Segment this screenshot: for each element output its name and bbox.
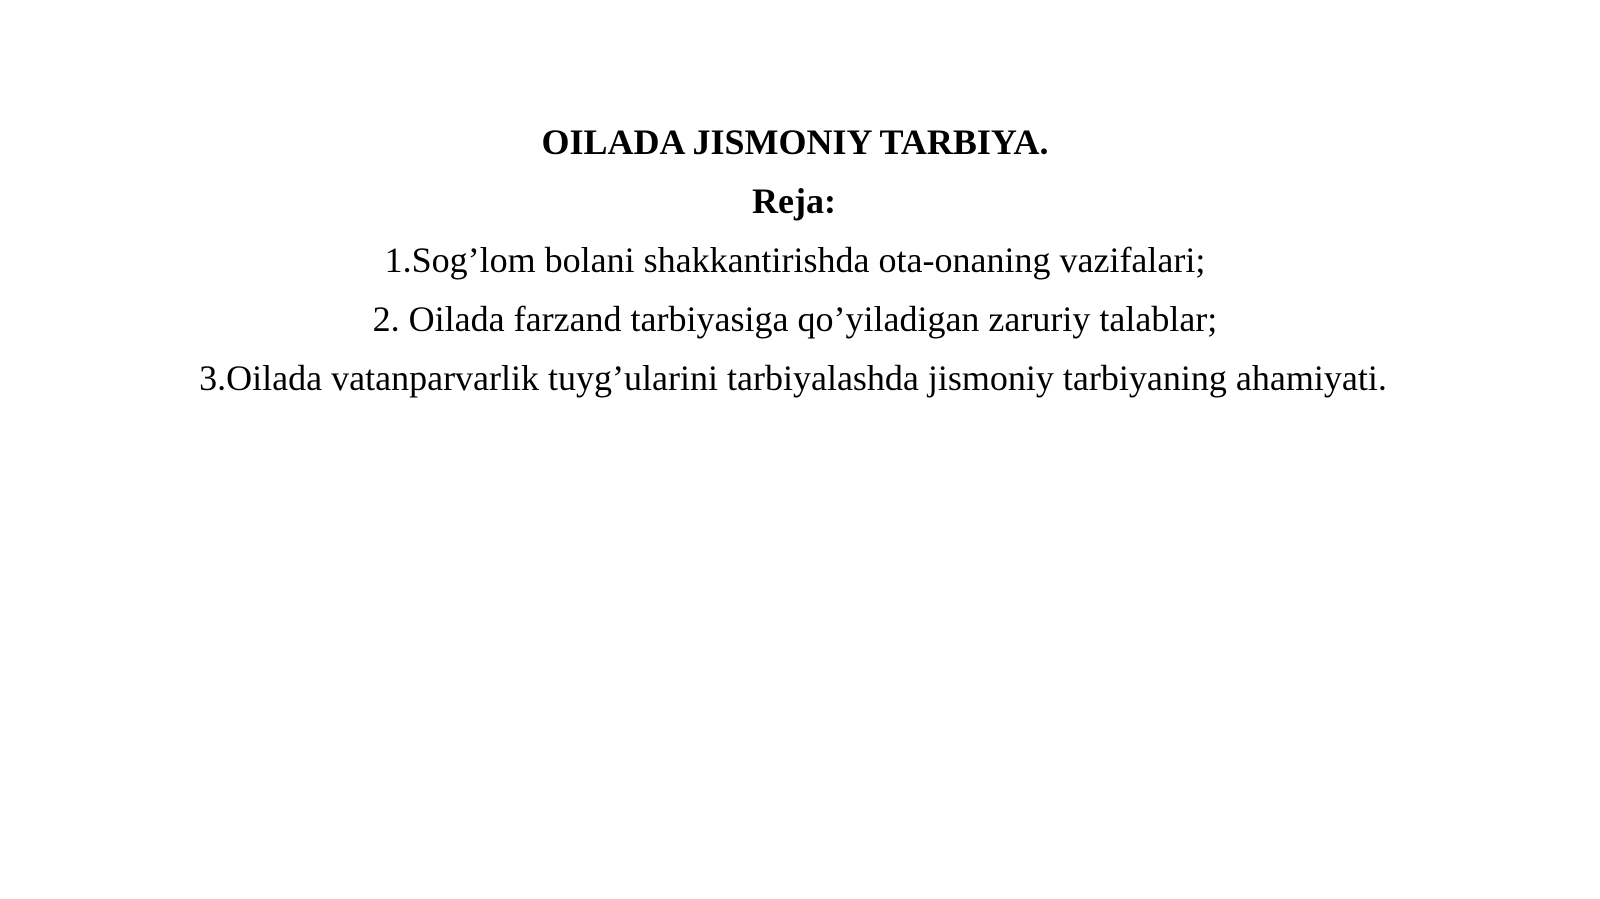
plan-heading: Reja: — [752, 181, 836, 221]
slide-content — [0, 113, 1600, 408]
document-title: OILADA JISMONIY TARBIYA. — [541, 122, 1049, 162]
plan-item-2: 2. Oilada farzand tarbiyasiga qo’yiladigan zaruriy talablar; — [372, 299, 1218, 339]
plan-item-3: 3.Oilada vatanparvarlik tuyg’ularini tarbiyalashda jismoniy tarbiyaning ahamiyati. — [199, 358, 1387, 398]
plan-item-1: 1.Sog’lom bolani shakkantirishda ota-onaning vazifalari; — [384, 240, 1206, 280]
